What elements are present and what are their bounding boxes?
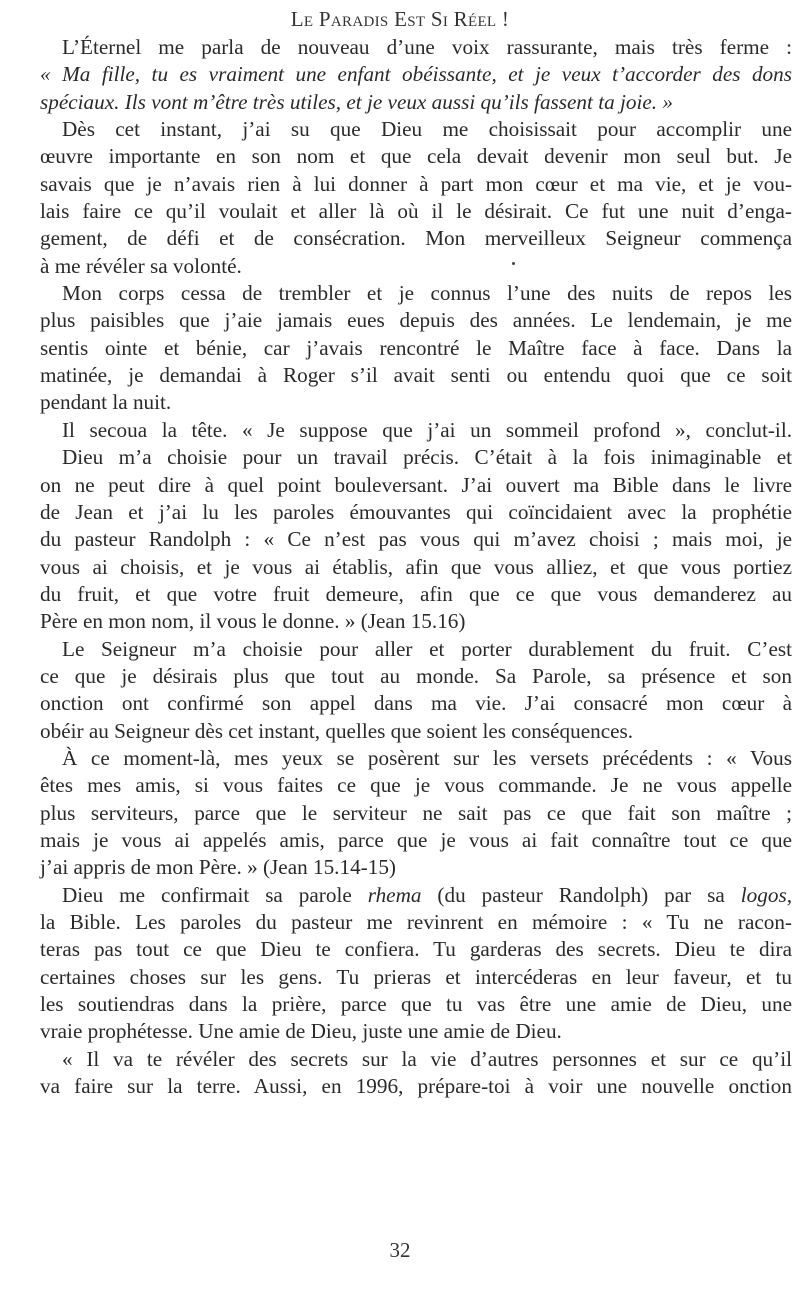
text-line: À ce moment-là, mes yeux se posèrent sur les versets précédents : « Vous (62, 745, 792, 770)
text-line: « Ma fille, tu es vraiment une enfant obéissante, et je veux t’accorder des dons (40, 62, 792, 87)
text-line: plus serviteurs, parce que le serviteur ne sait pas ce que fait son maître ; (40, 800, 792, 825)
scan-speck (512, 262, 515, 265)
text-line: j’ai appris de mon Père. » (Jean 15.14-15) (40, 855, 396, 880)
italic-term: rhema (367, 882, 422, 907)
text-line: Dès cet instant, j’ai su que Dieu me choisissait pour accomplir une (62, 117, 792, 142)
text-run: Dieu me confirmait sa parole (62, 882, 368, 907)
text-line: Dieu m’a choisie pour un travail précis. C’était à la fois inimaginable et (62, 445, 792, 470)
italic-term: logos (740, 882, 787, 907)
text-line: certaines choses sur les gens. Tu prieras et intercéderas en leur faveur, et tu (40, 964, 792, 989)
text-line: de Jean et j’ai lu les paroles émouvantes qui coïncidaient avec la prophétie (40, 499, 792, 524)
text-line: Le Seigneur m’a choisie pour aller et porter durablement du fruit. C’est (62, 636, 792, 661)
text-line: lais faire ce qu’il voulait et aller là où il le désirait. Ce fut une nuit d’enga- (40, 199, 792, 224)
page-number: 32 (389, 1238, 411, 1262)
body-text (40, 34, 792, 1100)
text-line: vous ai choisis, et je vous ai établis, afin que vous alliez, et que vous portiez (40, 554, 792, 579)
text-run: , (786, 882, 793, 907)
text-line: les soutiendras dans la prière, parce que tu vas être une amie de Dieu, une (40, 992, 792, 1017)
text-line: on ne peut dire à quel point bouleversant. J’ai ouvert ma Bible dans le livre (40, 472, 792, 497)
text-line: teras pas tout ce que Dieu te confiera. Tu garderas des secrets. Dieu te dira (40, 937, 792, 962)
text-line (40, 882, 792, 909)
text-line: gement, de défi et de consécration. Mon merveilleux Seigneur commença (40, 226, 792, 251)
text-line: sentis ointe et bénie, car j’avais rencontré le Maître face à face. Dans la (40, 335, 792, 360)
text-line: vraie prophétesse. Une amie de Dieu, juste une amie de Dieu. (40, 1019, 562, 1044)
text-line: à me révéler sa volonté. (40, 253, 242, 278)
text-line: obéir au Seigneur dès cet instant, quelles que soient les conséquences. (40, 718, 634, 743)
text-run: (du pasteur Randolph) par sa (421, 882, 741, 907)
text-line: Il secoua la tête. « Je suppose que j’ai un sommeil profond », conclut-il. (62, 417, 792, 442)
text-line: plus paisibles que j’aie jamais eues depuis des années. Le lendemain, je me (40, 308, 792, 333)
text-line: L’Éternel me parla de nouveau d’une voix rassurante, mais très ferme : (62, 35, 792, 59)
text-line: va faire sur la terre. Aussi, en 1996, prépare-toi à voir une nouvelle onction (40, 1074, 792, 1099)
text-line: Père en mon nom, il vous le donne. » (Jean 15.16) (40, 609, 466, 634)
text-line: matinée, je demandai à Roger s’il avait senti ou entendu quoi que ce soit (40, 363, 792, 388)
text-line: Mon corps cessa de trembler et je connus l’une des nuits de repos les (62, 281, 792, 306)
text-line: mais je vous ai appelés amis, parce que je vous ai fait connaître tout ce que (40, 827, 792, 852)
text-line: du fruit, et que votre fruit demeure, afin que ce que vous demanderez au (40, 581, 792, 606)
text-line: œuvre importante en son nom et que cela devait devenir mon seul but. Je (40, 144, 792, 169)
text-line: ce que je désirais plus que tout au monde. Sa Parole, sa présence et son (40, 663, 792, 688)
text-line: onction ont confirmé son appel dans ma vie. J’ai consacré mon cœur à (40, 691, 792, 716)
text-line: savais que je n’avais rien à lui donner à part mon cœur et ma vie, et je vou- (40, 171, 792, 196)
text-line: êtes mes amis, si vous faites ce que je vous commande. Je ne vous appelle (40, 773, 792, 798)
text-line: « Il va te révéler des secrets sur la vie d’autres personnes et sur ce qu’il (62, 1046, 792, 1071)
text-line: spéciaux. Ils vont m’être très utiles, et je veux aussi qu’ils fassent ta joie. » (40, 89, 673, 114)
text-line: la Bible. Les paroles du pasteur me revinrent en mémoire : « Tu ne racon- (40, 910, 792, 934)
text-line: du pasteur Randolph : « Ce n’est pas vous qui m’avez choisi ; mais moi, je (40, 527, 792, 552)
running-head: Le Paradis Est Si Réel ! (290, 7, 510, 31)
text-line: pendant la nuit. (40, 390, 172, 415)
